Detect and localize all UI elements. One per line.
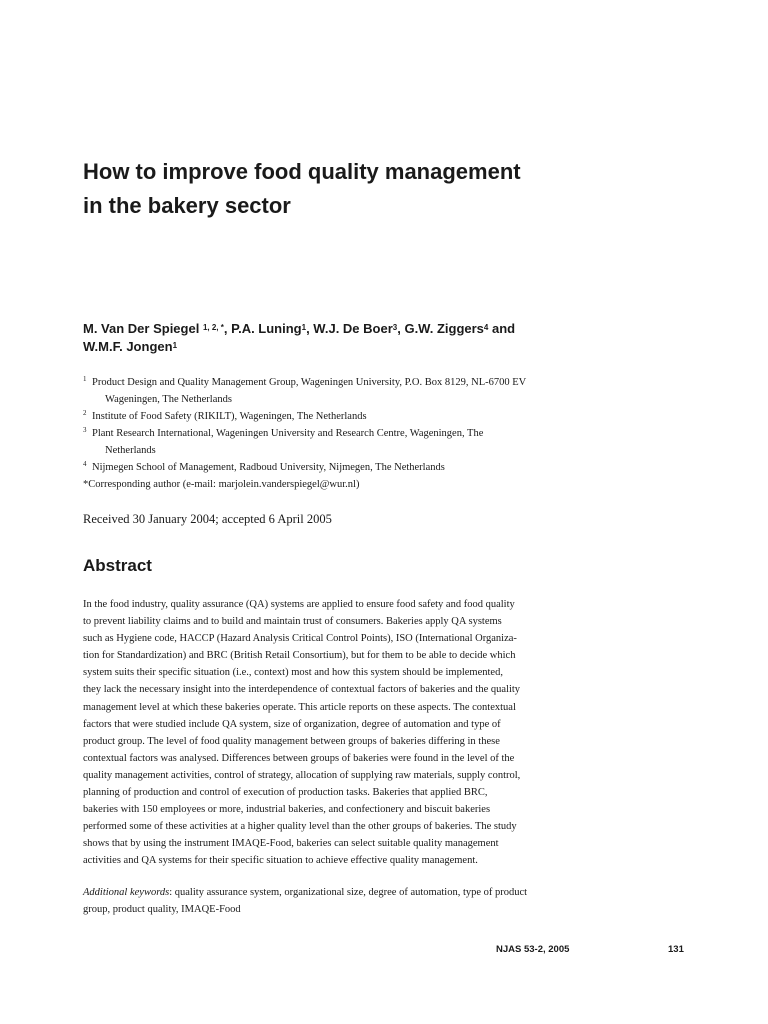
abstract-line: bakeries with 150 employees or more, industrial bakeries, and confectionery and biscuit bakeries [83,804,491,816]
author-5-affil: 1 [172,341,178,350]
author-4: , G.W. Ziggers [397,321,484,336]
affiliation-line: Nijmegen School of Management, Radboud University, Nijmegen, The Netherlands [92,462,445,473]
keywords-line-2: group, product quality, IMAQE-Food [83,904,241,915]
affiliation-line: Institute of Food Safety (RIKILT), Wageningen, The Netherlands [92,411,367,422]
keywords-line-1: : quality assurance system, organizational size, degree of automation, type of product [169,887,528,898]
abstract-text [83,596,603,870]
author-3: , W.J. De Boer [306,321,393,336]
abstract-line: contextual factors was analysed. Differences between groups of bakeries were found in the level of the [83,752,515,764]
abstract-line: performed some of these activities at a higher quality level than the other groups of bakeries. The study [83,821,517,833]
page-number: 131 [668,944,684,955]
abstract-line: planning of production and control of execution of production tasks. Bakeries that applied BRC, [83,787,488,799]
affiliation-mark: 4 [83,460,87,468]
abstract-line: quality management activities, control of strategy, allocation of supplying raw materials, supply control, [83,769,521,781]
author-2: , P.A. Luning [223,321,302,336]
affiliation-mark: 2 [83,409,87,417]
author-1: M. Van Der Spiegel [83,321,200,336]
received-date: Received 30 January 2004; accepted 6 April 2005 [83,512,332,526]
abstract-line: system suits their specific situation (i.e., context) most and how this system should be implemented, [83,667,503,679]
author-3-affil: 3 [392,323,398,332]
affiliation-mark: 1 [83,375,87,383]
affiliation-line: Wageningen, The Netherlands [105,394,232,405]
journal-reference: NJAS 53-2, 2005 [496,944,570,955]
abstract-line: to prevent liability claims and to build and maintain trust of consumers. Bakeries apply QA systems [83,616,502,628]
corresponding-author-text: *Corresponding author (e-mail: marjolein.vanderspiegel@wur.nl) [83,479,360,490]
affiliation-item [83,459,623,476]
abstract-line: product group. The level of food quality management between groups of bakeries differing in these [83,735,500,747]
abstract-line: factors that were studied include QA system, size of organization, degree of automation and type of [83,718,501,730]
keywords-label: Additional keywords [83,887,170,898]
title-line-2: in the bakery sector [83,193,291,218]
abstract-line: tion for Standardization) and BRC (British Retail Consortium), but for them to be able to decide which [83,650,516,662]
abstract-line: activities and QA systems for their specific situation to achieve effective quality management. [83,855,478,867]
abstract-line: such as Hygiene code, HACCP (Hazard Analysis Critical Control Points), ISO (International Organiza- [83,633,517,645]
abstract-line: management level at which these bakeries operate. This article reports on these aspects. The contextual [83,701,516,713]
author-1-affil: 1, 2, * [202,323,224,332]
corresponding-author [83,476,623,493]
affiliation-line: Plant Research International, Wageningen University and Research Centre, Wageningen, The [92,428,484,439]
affiliation-item [83,425,623,459]
author-list [83,320,623,356]
abstract-line: they lack the necessary insight into the interdependence of contextual factors of bakeries and the quality [83,684,521,696]
author-4-affil: 4 [483,323,489,332]
title-line-1: How to improve food quality management [83,159,521,184]
author-2-affil: 1 [301,323,307,332]
abstract-line: shows that by using the instrument IMAQE-Food, bakeries can select suitable quality management [83,838,499,850]
affiliation-list [83,374,623,493]
affiliation-mark: 3 [83,426,87,434]
author-5: W.M.F. Jongen [83,339,173,354]
affiliation-item [83,408,623,425]
affiliation-item [83,374,623,408]
keywords-block [83,884,603,918]
affiliation-line: Product Design and Quality Management Group, Wageningen University, P.O. Box 8129, NL-6700 EV [92,377,527,388]
paper-title [83,155,643,223]
author-and: and [488,321,516,336]
abstract-line: In the food industry, quality assurance (QA) systems are applied to ensure food safety and food quality [83,599,515,610]
abstract-heading: Abstract [83,556,152,575]
affiliation-line: Netherlands [105,445,156,456]
